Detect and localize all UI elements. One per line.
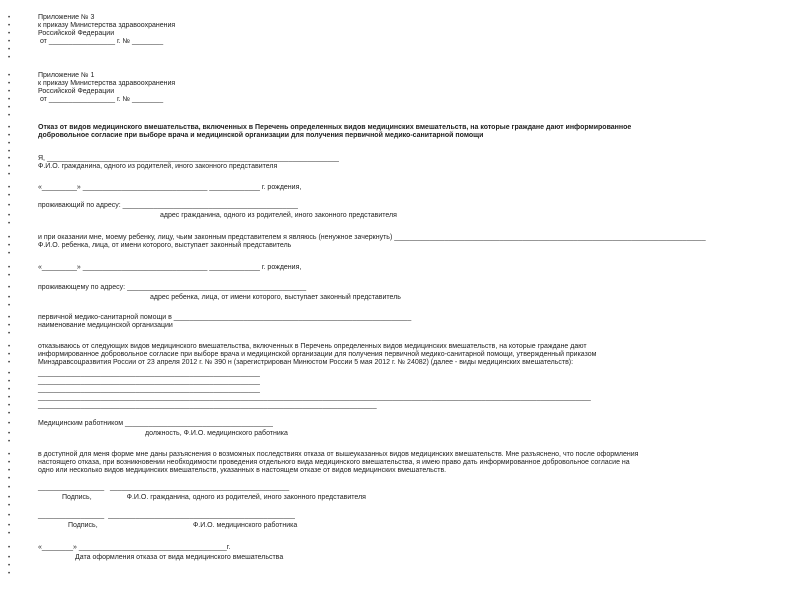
bullet: • (8, 352, 11, 358)
bullet: • (8, 395, 11, 401)
bullet: • (8, 344, 11, 350)
line-text: Медицинским работником ______________________________________ (38, 420, 273, 427)
line-text: Российской Федерации (38, 88, 115, 95)
bullet: • (8, 285, 11, 291)
bullet: • (8, 421, 11, 427)
bullet: • (8, 31, 11, 37)
bullet: • (8, 495, 11, 501)
bullet: • (8, 545, 11, 551)
line-text: _________________ ________________________________________________ (38, 512, 295, 519)
bullet: • (8, 221, 11, 227)
document-heading-text: добровольное согласие при выборе врача и медицинской организации для получения первичной медико-санитарной помощи (38, 132, 484, 139)
bullet: • (8, 113, 11, 119)
line-text: Дата оформления отказа от вида медицинского вмешательства (75, 554, 284, 561)
line-text: Приложение № 3 (38, 14, 95, 21)
bullet: • (8, 411, 11, 417)
line-text: от _________________ г. № ________ (38, 38, 164, 45)
line-text: и при оказании мне, моему ребенку, лицу, чьим законным представителем я являюсь (ненужное зачеркнуть) ________________________________________________________________________________ (38, 234, 706, 241)
line-text: Российской Федерации (38, 30, 115, 37)
line-text: в доступной для меня форме мне даны разъяснения о возможных последствиях отказа от вышеуказанных видов медицинских вмешательств. Мне разъяснено, что после оформления (38, 451, 639, 458)
bullet: • (8, 523, 11, 529)
bullet: • (8, 371, 11, 377)
bullet: • (8, 431, 11, 437)
bullet: • (8, 360, 11, 366)
line-text: первичной медико-санитарной помощи в _____________________________________________________________ (38, 314, 412, 321)
line-text: Подпись, Ф.И.О. гражданина, одного из родителей, иного законного представителя (62, 494, 366, 501)
line-text: одно или несколько видов медицинских вмешательств, указанных в настоящем отказе от видов медицинских вмешательств. (38, 467, 447, 474)
bullet: • (8, 460, 11, 466)
bullet: • (8, 331, 11, 337)
bullet: • (8, 156, 11, 162)
line-text: Ф.И.О. гражданина, одного из родителей, иного законного представителя (38, 163, 278, 170)
line-text: проживающий по адресу: _____________________________________________ (38, 202, 298, 209)
line-text: адрес гражданина, одного из родителей, иного законного представителя (160, 212, 397, 219)
line-text: должность, Ф.И.О. медицинского работника (145, 430, 288, 437)
bullet: • (8, 141, 11, 147)
bullet: • (8, 125, 11, 131)
line-text: наименование медицинской организации (38, 322, 173, 329)
bullet: • (8, 563, 11, 569)
bullet: • (8, 265, 11, 271)
bullet: • (8, 193, 11, 199)
line-text: отказываюсь от следующих видов медицинского вмешательства, включенных в Перечень определенных видов медицинских вмешательств, на которые граждане дают (38, 343, 587, 350)
bullet: • (8, 468, 11, 474)
bullet: • (8, 149, 11, 155)
bullet: • (8, 303, 11, 309)
bullet: • (8, 105, 11, 111)
document-heading-text: Отказ от видов медицинского вмешательства, включенных в Перечень определенных видов медицинских вмешательств, на которые граждане дают информированное (38, 124, 632, 131)
bullet: • (8, 485, 11, 491)
bullet: • (8, 555, 11, 561)
bullet: • (8, 513, 11, 519)
bullet: • (8, 47, 11, 53)
line-text: Ф.И.О. ребенка, лица, от имени которого, выступает законный представитель (38, 242, 292, 249)
line-text: _________________________________________________________ (38, 386, 260, 393)
line-text: Подпись, Ф.И.О. медицинского работника (68, 522, 298, 529)
bullet: • (8, 172, 11, 178)
line-text: адрес ребенка, лица, от имени которого, выступает законный представитель (150, 294, 401, 301)
line-text: Я, ___________________________________________________________________________ (38, 155, 339, 162)
bullet: • (8, 15, 11, 21)
line-text: к приказу Министерства здравоохранения (38, 80, 176, 87)
bullet: • (8, 251, 11, 257)
line-text: «________» ______________________________________г. (38, 544, 231, 551)
bullet: • (8, 89, 11, 95)
bullet: • (8, 133, 11, 139)
bullet: • (8, 164, 11, 170)
bullet: • (8, 55, 11, 61)
bullet: • (8, 387, 11, 393)
bullet: • (8, 439, 11, 445)
bullet: • (8, 185, 11, 191)
line-text: ______________________________________________________________________________________________________________________________________________ (38, 394, 591, 401)
line-text: к приказу Министерства здравоохранения (38, 22, 176, 29)
bullet: • (8, 379, 11, 385)
line-text: информированное добровольное согласие при выборе врача и медицинской организации для получения первичной медико-санитарной помощи, утвержденный приказом (38, 351, 597, 358)
bullet: • (8, 531, 11, 537)
line-text: «_________» ________________________________ _____________ г. рождения, (38, 184, 302, 191)
line-text: _________________________________________________________ (38, 378, 260, 385)
bullet: • (8, 315, 11, 321)
bullet: • (8, 39, 11, 45)
bullet: • (8, 213, 11, 219)
bullet: • (8, 97, 11, 103)
bullet: • (8, 243, 11, 249)
bullet: • (8, 273, 11, 279)
bullet: • (8, 295, 11, 301)
bullet: • (8, 476, 11, 482)
line-text: настоящего отказа, при возникновении необходимости проведения отдельного вида медицинского вмешательства, я имею право дать информированное добровольное согласие на (38, 459, 630, 466)
bullet: • (8, 235, 11, 241)
line-text: проживающему по адресу: ______________________________________________ (38, 284, 307, 291)
bullet: • (8, 403, 11, 409)
line-text: от _________________ г. № ________ (38, 96, 164, 103)
bullet: • (8, 23, 11, 29)
line-text: _________________ ______________________________________________ (38, 484, 290, 491)
bullet: • (8, 571, 11, 577)
bullet: • (8, 452, 11, 458)
bullet: • (8, 203, 11, 209)
line-text: «_________» ________________________________ _____________ г. рождения, (38, 264, 302, 271)
bullet: • (8, 323, 11, 329)
line-text: _________________________________________________________ (38, 370, 260, 377)
line-text: Минздравсоцразвития России от 23 апреля 2012 г. № 390 н (зарегистрирован Минюстом России 5 мая 2012 г. № 24082) (далее - виды медицинских вмешательств): (38, 359, 574, 366)
bullet: • (8, 73, 11, 79)
line-text: _______________________________________________________________________________________ (38, 402, 377, 409)
line-text: Приложение № 1 (38, 72, 95, 79)
bullet: • (8, 503, 11, 509)
bullet: • (8, 81, 11, 87)
